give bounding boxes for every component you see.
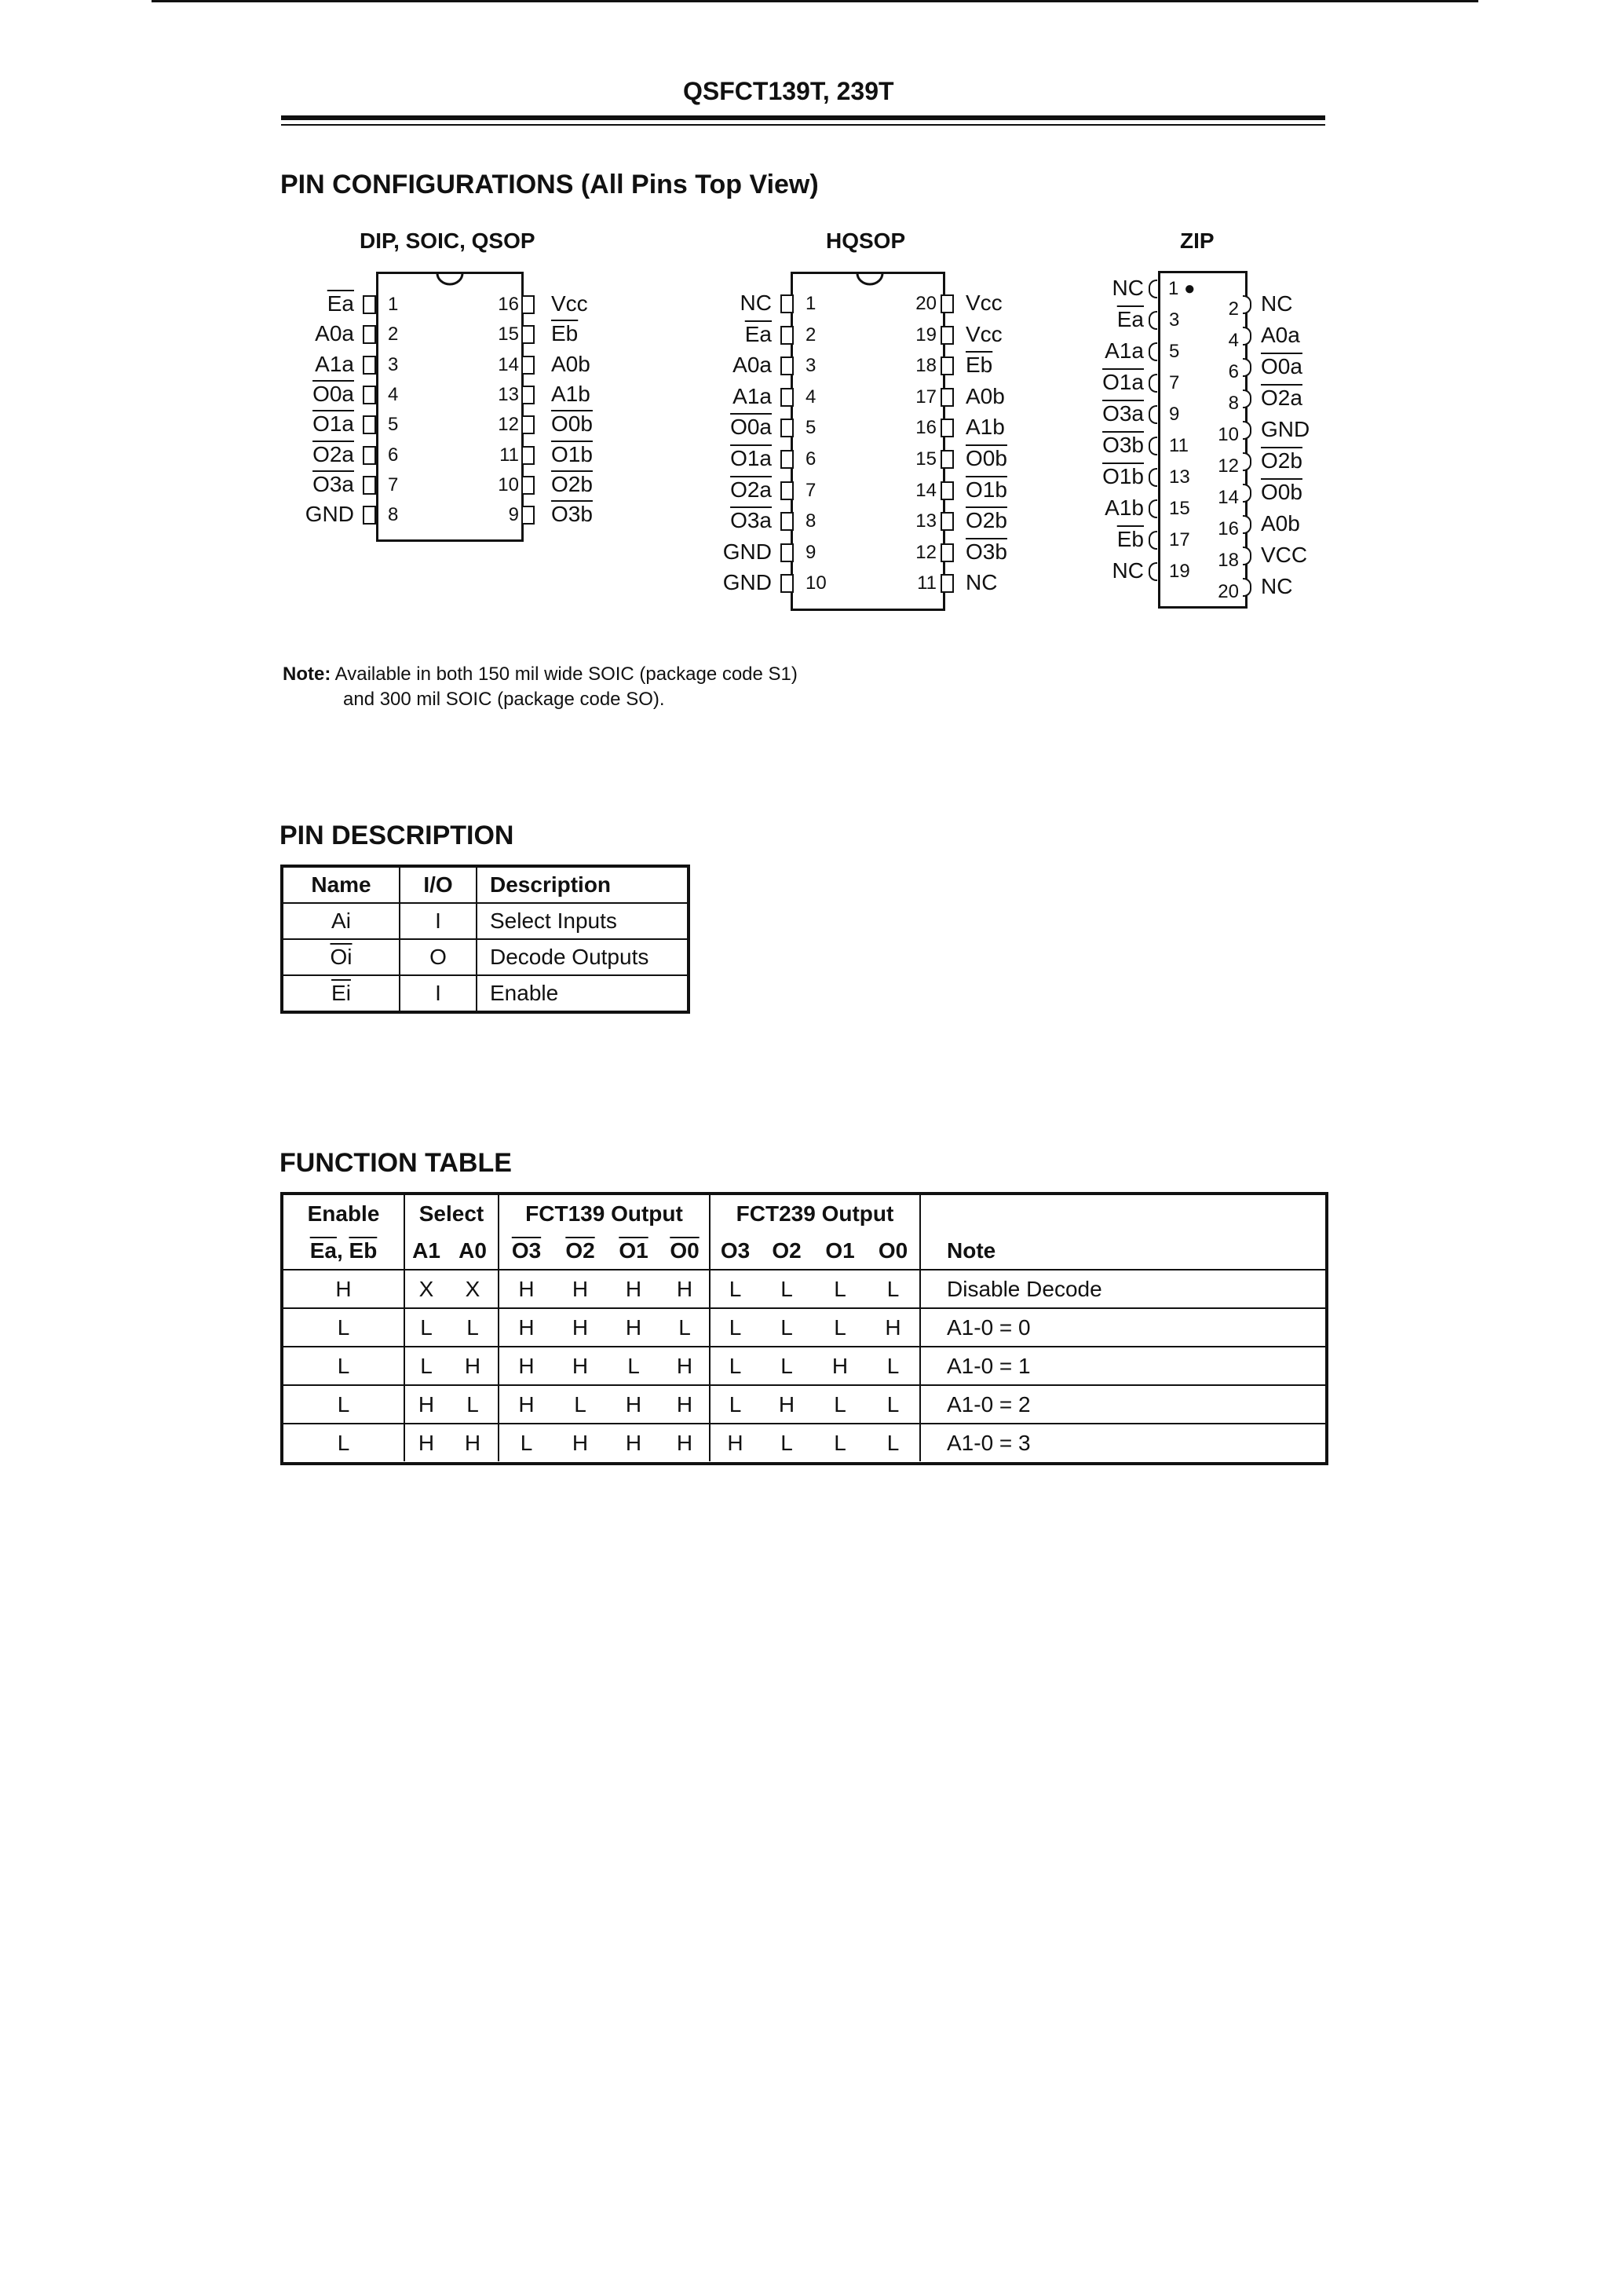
hqsop-pin-label-o0a: O0a xyxy=(730,415,772,440)
dip-pin-label-a0b: A0b xyxy=(551,351,590,376)
zip-pin-number: 5 xyxy=(1169,341,1180,362)
ft-cell-fct239: L xyxy=(834,1276,846,1301)
hqsop-pin-number: 17 xyxy=(915,386,937,408)
ft-cell-fct139: H xyxy=(660,1385,710,1424)
ft-sub-fct139-o3: O3 xyxy=(511,1238,542,1263)
hqsop-pin-label-a0a: A0a xyxy=(732,353,772,378)
zip-pin-label-o0b: O0b xyxy=(1261,480,1302,504)
zip-pin-stub xyxy=(1149,437,1157,455)
zip-pin-label-o1b: O1b xyxy=(1102,464,1144,488)
hqsop-pin-stub xyxy=(780,388,794,407)
ft-cell-fct239: L xyxy=(834,1430,846,1455)
hqsop-pin-number: 7 xyxy=(806,479,816,501)
hqsop-pin-stub xyxy=(780,574,794,593)
zip-pin-number: 10 xyxy=(1218,424,1239,445)
ft-sub-fct239-o1: O1 xyxy=(825,1238,855,1263)
zip-pin-label-nc: NC xyxy=(1261,291,1293,316)
ft-cell-note: A1-0 = 1 xyxy=(947,1353,1031,1378)
dip-pin-number: 11 xyxy=(499,444,519,466)
hqsop-pin-label-a1b: A1b xyxy=(966,415,1005,440)
zip-pin-label-nc: NC xyxy=(1112,276,1144,300)
hqsop-pin-stub xyxy=(941,574,954,593)
hqsop-pin-number: 19 xyxy=(915,324,937,345)
hqsop-pin-stub xyxy=(941,512,954,531)
ft-cell-fct239: L xyxy=(867,1347,920,1385)
dip-pin-label-o3a: O3a xyxy=(312,471,354,496)
hqsop-pin-number: 15 xyxy=(915,448,937,470)
zip-pin-stub xyxy=(1149,342,1157,361)
ft-cell-fct139: H xyxy=(625,1391,642,1417)
ft-subheader-row xyxy=(283,1232,1325,1270)
dip-pin-stub xyxy=(363,415,376,434)
ft-cell-fct139: H xyxy=(518,1276,535,1301)
ft-group-fct239: FCT239 Output xyxy=(710,1195,920,1232)
zip-pin-number: 20 xyxy=(1218,581,1239,602)
ft-sub-enable-a: $\overline{Ea}$ xyxy=(309,1238,337,1263)
hqsop-pin-number: 5 xyxy=(806,417,816,439)
hqsop-package-title: HQSOP xyxy=(826,229,906,253)
dip-pin-stub xyxy=(363,506,376,525)
ft-cell-select: H xyxy=(418,1391,435,1417)
dip-pin-stub xyxy=(363,446,376,465)
function-table xyxy=(280,1192,1328,1465)
pin-description-table xyxy=(280,865,690,1014)
zip-pin-stub xyxy=(1243,578,1251,597)
ft-cell-fct239: L xyxy=(834,1391,846,1417)
pd-header-description: Description xyxy=(477,866,689,903)
dip-pin-number: 3 xyxy=(388,353,399,375)
ft-cell-fct139: H xyxy=(572,1430,589,1455)
ft-cell-fct239: L xyxy=(729,1353,742,1378)
dip-pin-label-o0b: O0b xyxy=(551,411,593,437)
ft-cell-enable: L xyxy=(283,1424,404,1461)
ft-row xyxy=(283,1308,1325,1347)
dip-pin-number: 13 xyxy=(498,383,519,405)
hqsop-pin-label-o2b: O2b xyxy=(966,508,1007,533)
ft-cell-select: H xyxy=(448,1424,499,1461)
dip-pin-stub xyxy=(521,295,535,314)
zip-pin-label-nc: NC xyxy=(1112,558,1144,583)
ft-cell-fct239: H xyxy=(727,1430,743,1455)
ft-sub-fct139-o2: O2 xyxy=(565,1238,595,1263)
ft-cell-fct139: H xyxy=(660,1347,710,1385)
zip-pin-number: 11 xyxy=(1169,435,1189,456)
ft-cell-fct239: L xyxy=(780,1276,793,1301)
hqsop-pin-number: 6 xyxy=(806,448,816,470)
ft-cell-fct139: H xyxy=(660,1424,710,1461)
zip-pin-stub xyxy=(1149,499,1157,518)
dip-pin-label-o1b: O1b xyxy=(551,441,593,466)
hqsop-pin-number: 12 xyxy=(915,541,937,563)
ft-sub-select-a1: A1 xyxy=(412,1238,440,1263)
hqsop-pin-number: 18 xyxy=(915,355,937,377)
hqsop-pin-label-nc: NC xyxy=(966,570,998,595)
dip-pin-stub xyxy=(363,476,376,495)
hqsop-pin-label-gnd: GND xyxy=(722,539,772,564)
dip-pin-number: 6 xyxy=(388,444,399,466)
dip-pin-number: 7 xyxy=(388,473,399,495)
zip-pin-stub xyxy=(1243,421,1251,440)
dip-pin-label-eb: $\overline{Eb}$ xyxy=(551,321,579,346)
top-rule xyxy=(152,0,1478,2)
pd-body xyxy=(282,903,689,1012)
zip-pin-stub xyxy=(1149,311,1157,330)
zip-pin-stub xyxy=(1243,295,1251,314)
note-line-1: Available in both 150 mil wide SOIC (package code S1) xyxy=(334,664,798,685)
ft-cell-select: X xyxy=(448,1270,499,1308)
dip-pin-number: 2 xyxy=(388,324,399,345)
zip-pin1-marker: 1 ● xyxy=(1168,278,1196,299)
dip-pin-label-gnd: GND xyxy=(305,502,354,527)
zip-pin-number: 6 xyxy=(1228,361,1239,382)
hqsop-pin-stub xyxy=(780,450,794,469)
ft-cell-fct239: L xyxy=(867,1270,920,1308)
function-table-grid xyxy=(283,1195,1325,1461)
pin-config-heading: PIN CONFIGURATIONS (All Pins Top View) xyxy=(280,170,819,199)
ft-cell-select: L xyxy=(420,1353,433,1378)
dip-pin-label-a1a: A1a xyxy=(315,351,354,376)
dip-pin-label-o1a: O1a xyxy=(312,411,354,437)
hqsop-pin-stub xyxy=(780,294,794,313)
note-line-2: and 300 mil SOIC (package code SO). xyxy=(343,689,665,710)
ft-cell-note: A1-0 = 0 xyxy=(947,1314,1031,1340)
hqsop-pin-number: 1 xyxy=(806,293,816,314)
hqsop-pin-label-o3a: O3a xyxy=(730,508,772,533)
dip-pin-stub xyxy=(521,325,535,344)
dip-pin-number: 8 xyxy=(388,504,399,526)
dip-pin-label-o2a: O2a xyxy=(312,441,354,466)
dip-pin-number: 15 xyxy=(498,324,519,345)
hqsop-pin-number: 13 xyxy=(915,510,937,532)
dip-pin-label-ea: $\overline{Ea}$ xyxy=(327,291,354,316)
zip-pin-stub xyxy=(1243,327,1251,345)
ft-cell-fct139: H xyxy=(518,1353,535,1378)
hqsop-pin-stub xyxy=(941,419,954,437)
ft-cell-fct239: H xyxy=(831,1353,849,1378)
ft-cell-fct239: L xyxy=(780,1353,793,1378)
hqsop-notch xyxy=(856,272,884,286)
dip-pin-stub xyxy=(363,325,376,344)
dip-pin-number: 9 xyxy=(508,504,519,526)
hqsop-pin-stub xyxy=(780,419,794,437)
ft-cell-fct139: H xyxy=(518,1314,535,1340)
ft-cell-fct239: L xyxy=(780,1430,793,1455)
dip-pin-number: 1 xyxy=(388,294,399,315)
hqsop-pin-label-o2a: O2a xyxy=(730,477,772,502)
ft-cell-enable: L xyxy=(283,1385,404,1424)
ft-row xyxy=(283,1424,1325,1461)
zip-package-title: ZIP xyxy=(1180,229,1215,253)
pd-cell-name: $\overline{Ei}$ xyxy=(282,975,400,1012)
zip-pin-label-eb: $\overline{Eb}$ xyxy=(1116,527,1144,551)
hqsop-pin-stub xyxy=(780,356,794,375)
ft-row xyxy=(283,1385,1325,1424)
zip-pin-label-ea: $\overline{Ea}$ xyxy=(1116,307,1144,331)
ft-cell-select: L xyxy=(420,1314,433,1340)
header-rule-thin xyxy=(281,124,1325,126)
ft-cell-fct139: H xyxy=(572,1314,589,1340)
hqsop-pin-label-gnd: GND xyxy=(722,570,772,595)
hqsop-pin-number: 10 xyxy=(806,572,827,594)
ft-cell-note: A1-0 = 2 xyxy=(947,1391,1031,1417)
ft-cell-fct139: L xyxy=(660,1308,710,1347)
zip-pin-label-o2a: O2a xyxy=(1261,386,1302,410)
dip-pin-stub xyxy=(521,356,535,375)
ft-sub-enable-sep: , xyxy=(336,1238,349,1263)
hqsop-pin-label-nc: NC xyxy=(740,291,772,315)
ft-sub-note: Note xyxy=(947,1238,996,1263)
dip-pin-label-a0a: A0a xyxy=(315,321,354,346)
ft-cell-fct239: H xyxy=(778,1391,795,1417)
hqsop-pin-stub xyxy=(941,294,954,313)
package-note xyxy=(283,662,798,712)
pd-cell-description: Decode Outputs xyxy=(477,939,689,975)
hqsop-pin-number: 8 xyxy=(806,510,816,532)
dip-pin-number: 16 xyxy=(498,294,519,315)
ft-cell-select: L xyxy=(448,1385,499,1424)
hqsop-pin-number: 11 xyxy=(917,572,937,594)
dip-pin-label-a1b: A1b xyxy=(551,381,590,406)
page-header-title: QSFCT139T, 239T xyxy=(683,77,894,105)
ft-cell-enable: L xyxy=(283,1347,404,1385)
zip-pin-label-vcc: VCC xyxy=(1261,543,1308,567)
ft-cell-fct239: L xyxy=(729,1276,742,1301)
zip-pin-stub xyxy=(1149,468,1157,487)
zip-pin-number: 13 xyxy=(1169,466,1190,488)
ft-cell-note: Disable Decode xyxy=(947,1276,1102,1301)
pd-row-ei xyxy=(282,975,689,1012)
ft-cell-fct139: H xyxy=(625,1314,642,1340)
dip-pin-label-vcc: Vcc xyxy=(551,291,588,316)
hqsop-pin-number: 9 xyxy=(806,541,816,563)
ft-row xyxy=(283,1270,1325,1308)
hqsop-pin-stub xyxy=(941,450,954,469)
ft-cell-fct139: H xyxy=(572,1276,589,1301)
ft-cell-fct139: L xyxy=(574,1391,586,1417)
zip-pin-stub xyxy=(1243,547,1251,565)
hqsop-pin-label-o0b: O0b xyxy=(966,446,1007,470)
pin-description-heading: PIN DESCRIPTION xyxy=(279,821,514,850)
zip-pin-stub xyxy=(1243,358,1251,377)
dip-pin-label-o3b: O3b xyxy=(551,502,593,527)
ft-sub-enable xyxy=(283,1232,404,1270)
dip-notch xyxy=(436,272,464,286)
hqsop-pin-stub xyxy=(941,388,954,407)
hqsop-pin-label-o1b: O1b xyxy=(966,477,1007,502)
zip-pin-label-o1a: O1a xyxy=(1102,370,1144,394)
ft-cell-note: A1-0 = 3 xyxy=(947,1430,1031,1455)
hqsop-pin-stub xyxy=(941,543,954,562)
dip-pin-number: 5 xyxy=(388,414,399,436)
hqsop-pin-label-a1a: A1a xyxy=(732,383,772,408)
pd-cell-io: I xyxy=(400,903,477,939)
pd-cell-description: Enable xyxy=(477,975,689,1012)
ft-cell-fct239: L xyxy=(867,1424,920,1461)
zip-pin-number: 3 xyxy=(1169,309,1180,331)
zip-pin-stub xyxy=(1149,280,1157,298)
dip-pin-number: 10 xyxy=(498,473,519,495)
zip-pin-label-a1b: A1b xyxy=(1105,495,1144,520)
dip-pin-number: 14 xyxy=(498,353,519,375)
hqsop-pin-stub xyxy=(941,326,954,345)
hqsop-pin-label-vcc: Vcc xyxy=(966,291,1003,315)
dip-pin-label-o0a: O0a xyxy=(312,381,354,406)
ft-cell-fct139: L xyxy=(627,1353,640,1378)
ft-sub-fct139-o0: O0 xyxy=(660,1232,710,1270)
dip-pin-stub xyxy=(521,386,535,404)
zip-pin-label-o2b: O2b xyxy=(1261,448,1302,473)
pd-cell-name: Ai xyxy=(282,903,400,939)
ft-body xyxy=(283,1270,1325,1461)
zip-pin-number: 9 xyxy=(1169,404,1180,425)
hqsop-pin-label-eb: $\overline{Eb}$ xyxy=(966,353,993,378)
hqsop-pin-number: 14 xyxy=(915,479,937,501)
zip-pin-number: 4 xyxy=(1228,330,1239,351)
zip-pin-number: 14 xyxy=(1218,487,1239,508)
ft-cell-fct139: H xyxy=(518,1391,535,1417)
ft-cell-enable: L xyxy=(283,1308,404,1347)
ft-cell-fct239: L xyxy=(867,1385,920,1424)
zip-pin-number: 7 xyxy=(1169,372,1180,393)
ft-cell-fct139: L xyxy=(520,1430,533,1455)
zip-pin-number: 16 xyxy=(1218,518,1239,539)
zip-pin-stub xyxy=(1243,389,1251,408)
dip-pin-label-o2b: O2b xyxy=(551,471,593,496)
dip-pin-stub xyxy=(521,415,535,434)
zip-pin-stub xyxy=(1149,562,1157,581)
zip-pin-label-o3a: O3a xyxy=(1102,401,1144,426)
pd-cell-name: $\overline{Oi}$ xyxy=(282,939,400,975)
pd-header-io: I/O xyxy=(400,866,477,903)
pd-cell-io: O xyxy=(400,939,477,975)
hqsop-pin-label-o1a: O1a xyxy=(730,446,772,470)
pd-cell-io: I xyxy=(400,975,477,1012)
ft-cell-fct239: L xyxy=(780,1314,793,1340)
dip-pin-stub xyxy=(521,506,535,525)
ft-cell-fct139: H xyxy=(572,1353,589,1378)
hqsop-pin-label-o3b: O3b xyxy=(966,539,1007,564)
zip-pin-label-a0b: A0b xyxy=(1261,511,1300,536)
dip-pin-stub xyxy=(521,476,535,495)
zip-pin-stub xyxy=(1149,374,1157,393)
zip-pin-number: 17 xyxy=(1169,529,1190,550)
zip-pin-label-a0a: A0a xyxy=(1261,323,1300,347)
dip-pin-number: 12 xyxy=(498,414,519,436)
note-label: Note: xyxy=(283,664,331,685)
ft-sub-fct239-o0: O0 xyxy=(867,1232,920,1270)
ft-cell-fct239: H xyxy=(867,1308,920,1347)
ft-cell-fct239: L xyxy=(834,1314,846,1340)
zip-pin-stub xyxy=(1243,484,1251,503)
pd-row-ai xyxy=(282,903,689,939)
zip-pin-number: 2 xyxy=(1228,298,1239,320)
zip-pin-stub xyxy=(1149,405,1157,424)
pd-row-oi xyxy=(282,939,689,975)
ft-sub-fct239-o2: O2 xyxy=(772,1238,802,1263)
pd-cell-description: Select Inputs xyxy=(477,903,689,939)
dip-pin-stub xyxy=(363,356,376,375)
dip-pin-number: 4 xyxy=(388,383,399,405)
zip-pin-number: 18 xyxy=(1218,550,1239,571)
hqsop-pin-number: 3 xyxy=(806,355,816,377)
ft-cell-fct139: H xyxy=(625,1276,642,1301)
ft-cell-select: X xyxy=(418,1276,434,1301)
hqsop-pin-stub xyxy=(780,512,794,531)
pd-header-name: Name xyxy=(282,866,400,903)
hqsop-pin-number: 2 xyxy=(806,324,816,345)
ft-cell-select: L xyxy=(448,1308,499,1347)
hqsop-pin-stub xyxy=(780,543,794,562)
ft-group-enable: Enable xyxy=(283,1195,404,1232)
ft-group-select: Select xyxy=(404,1195,499,1232)
ft-sub-select-a0: A0 xyxy=(448,1232,499,1270)
header-rule-thick xyxy=(281,115,1325,120)
ft-sub-fct239-o3: O3 xyxy=(720,1238,751,1263)
hqsop-pin-stub xyxy=(780,481,794,500)
ft-group-note-blank xyxy=(920,1195,1325,1232)
ft-cell-select: H xyxy=(418,1430,435,1455)
ft-group-fct139: FCT139 Output xyxy=(499,1195,710,1232)
hqsop-pin-number: 16 xyxy=(915,417,937,439)
ft-cell-fct239: L xyxy=(729,1314,742,1340)
ft-cell-enable: H xyxy=(283,1270,404,1308)
zip-pin-stub xyxy=(1149,531,1157,550)
zip-pin-number: 15 xyxy=(1169,498,1190,519)
ft-cell-fct139: H xyxy=(660,1270,710,1308)
ft-cell-fct139: H xyxy=(625,1430,642,1455)
zip-pin-label-o3b: O3b xyxy=(1102,433,1144,457)
ft-sub-enable-b: $\overline{Eb}$ xyxy=(349,1238,378,1263)
hqsop-pin-stub xyxy=(941,481,954,500)
ft-cell-fct239: L xyxy=(729,1391,742,1417)
ft-row xyxy=(283,1347,1325,1385)
hqsop-pin-label-a0b: A0b xyxy=(966,383,1005,408)
hqsop-pin-label-vcc: Vcc xyxy=(966,321,1003,346)
zip-pin-label-o0a: O0a xyxy=(1261,354,1302,378)
ft-cell-select: H xyxy=(448,1347,499,1385)
function-table-heading: FUNCTION TABLE xyxy=(279,1148,512,1178)
dip-pin-stub xyxy=(363,386,376,404)
zip-pin-number: 8 xyxy=(1228,393,1239,414)
ft-sub-fct139-o1: O1 xyxy=(619,1238,648,1263)
hqsop-pin-number: 20 xyxy=(915,293,937,314)
hqsop-pin-stub xyxy=(780,326,794,345)
hqsop-pin-stub xyxy=(941,356,954,375)
hqsop-pin-label-ea: $\overline{Ea}$ xyxy=(744,321,772,346)
zip-pin-label-gnd: GND xyxy=(1261,417,1310,441)
dip-package-title: DIP, SOIC, QSOP xyxy=(360,229,535,253)
zip-pin-stub xyxy=(1243,515,1251,534)
zip-pin-stub xyxy=(1243,452,1251,471)
dip-pin-stub xyxy=(363,295,376,314)
dip-pin-stub xyxy=(521,446,535,465)
zip-pin-label-nc: NC xyxy=(1261,574,1293,598)
zip-pin-number: 19 xyxy=(1169,561,1190,582)
zip-pin-number: 12 xyxy=(1218,455,1239,477)
zip-pin-label-a1a: A1a xyxy=(1105,338,1144,363)
hqsop-pin-number: 4 xyxy=(806,386,816,408)
